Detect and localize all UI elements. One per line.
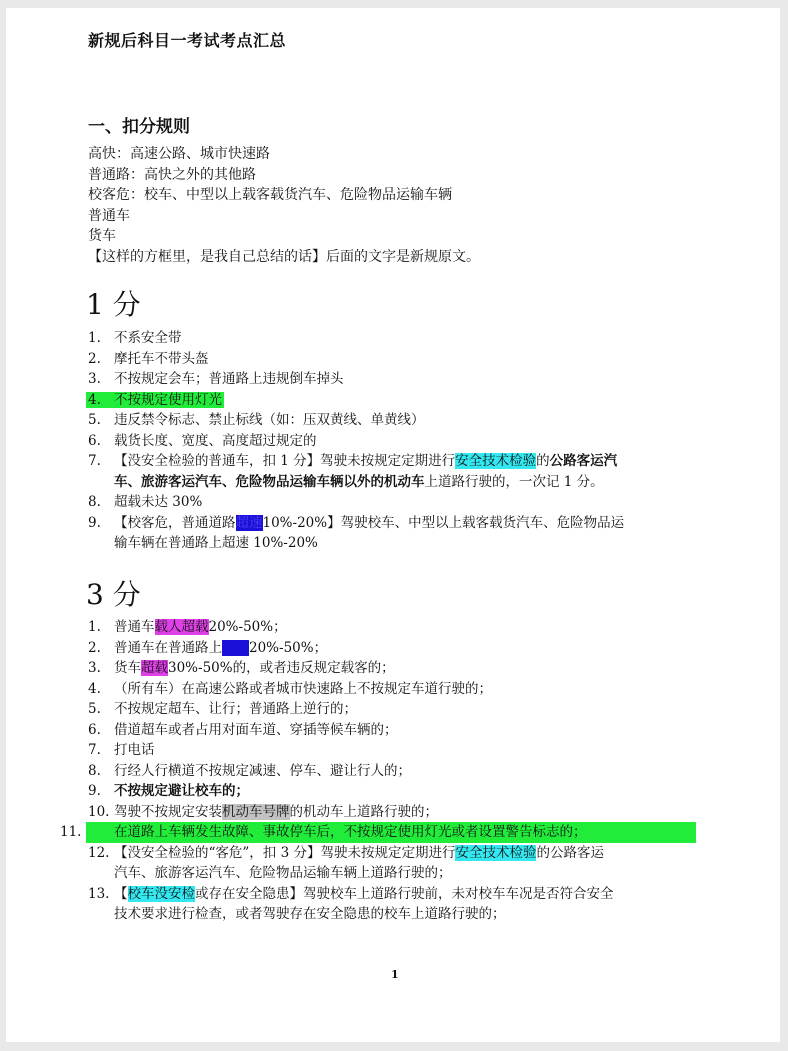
item-number: 9. xyxy=(88,514,101,531)
one-point-heading: 1 分 xyxy=(86,288,141,321)
item-number: 3. xyxy=(88,371,101,387)
item-number: 5. xyxy=(88,412,101,428)
item-text: 【没安全检验的普通车，扣 1 分】驾驶未按规定定期进行 xyxy=(114,453,456,469)
list-item xyxy=(86,658,714,679)
item-number: 5. xyxy=(88,701,101,717)
three-points-heading: 3 分 xyxy=(86,578,141,611)
item-text: 20%-50%； xyxy=(208,619,287,635)
intro-line: 高快：高速公路、城市快速路 xyxy=(88,146,270,162)
item-text: 【 xyxy=(114,885,128,902)
list-item xyxy=(86,720,714,741)
item-text: 【没安全检验的“客危”，扣 3 分】驾驶未按规定定期进行 xyxy=(114,844,456,861)
highlight-cyan: 安全技术检验 xyxy=(455,453,537,469)
item-highlight-green xyxy=(60,822,696,843)
item-number: 2. xyxy=(88,350,101,367)
item-text: 摩托车不带头盔 xyxy=(114,350,209,367)
item-number: 4. xyxy=(88,680,101,697)
item-text: 的机动车上道路行驶的； xyxy=(289,803,438,820)
highlight-cyan: 校车没安检 xyxy=(127,885,195,902)
item-text: 输车辆在普通路上超速 10%-20% xyxy=(114,535,318,551)
item-text: 超载未达 30% xyxy=(114,494,203,510)
list-item-highlighted xyxy=(60,822,714,843)
intro-line: 校客危：校车、中型以上载客载货汽车、危险物品运输车辆 xyxy=(88,187,452,203)
intro-line: 货车 xyxy=(88,228,116,244)
item-text: 的 xyxy=(536,453,550,469)
item-number: 11. xyxy=(60,824,82,840)
item-text: 打电话 xyxy=(114,742,155,758)
item-text: 的公路客运 xyxy=(536,844,604,861)
list-item xyxy=(86,431,714,452)
item-text: 不系安全带 xyxy=(114,330,182,346)
item-number: 3. xyxy=(88,660,101,676)
one-point-list xyxy=(86,328,714,554)
list-item xyxy=(86,492,714,513)
item-number: 12. xyxy=(88,844,110,861)
list-item xyxy=(86,781,714,802)
item-number: 2. xyxy=(88,639,101,656)
item-number: 4. xyxy=(88,391,101,408)
section-heading: 一、扣分规则 xyxy=(88,117,190,137)
item-text-bold: 公路客运汽 xyxy=(549,453,618,469)
item-number: 10. xyxy=(88,803,110,820)
three-points-list xyxy=(60,617,714,925)
item-number: 7. xyxy=(88,742,101,758)
list-item xyxy=(86,328,714,349)
item-text-bold: 车、旅游客运汽车、危险物品运输车辆以外的机动车 xyxy=(114,473,425,490)
list-item xyxy=(86,843,714,884)
list-item xyxy=(86,761,714,782)
item-text-bold: 不按规定避让校车的； xyxy=(114,783,249,799)
item-text: 不按规定会车；普通路上违规倒车掉头 xyxy=(114,371,344,387)
page-title: 新规后科目一考试考点汇总 xyxy=(88,31,287,50)
list-item xyxy=(86,638,714,659)
intro-definitions xyxy=(88,144,480,267)
highlight-gray: 机动车号牌 xyxy=(222,803,290,820)
item-text: 30%-50%的，或者违反规定载客的； xyxy=(168,660,395,676)
page-number: 1 xyxy=(391,968,399,981)
highlight-magenta: 载人超载 xyxy=(154,619,209,635)
item-number: 8. xyxy=(88,762,101,779)
item-text: 汽车、旅游客运汽车、危险物品运输车辆上道路行驶的； xyxy=(114,865,452,881)
item-text: 行经人行横道不按规定减速、停车、避让行人的； xyxy=(114,762,411,779)
highlight-cyan: 安全技术检验 xyxy=(455,844,537,861)
item-text: 技术要求进行检查，或者驾驶存在安全隐患的校车上道路行驶的； xyxy=(114,906,506,922)
item-text: 普通车在普通路上 xyxy=(114,639,222,656)
list-item xyxy=(86,513,714,554)
item-text: 驾驶不按规定安装 xyxy=(114,803,222,820)
item-text: 20%-50%； xyxy=(249,639,328,656)
list-item xyxy=(86,884,714,925)
list-item-highlighted xyxy=(86,390,714,411)
highlight-magenta: 超载 xyxy=(141,660,168,676)
list-item xyxy=(86,617,714,638)
highlight-blue: 超速 xyxy=(235,514,263,531)
item-number: 7. xyxy=(88,453,101,469)
list-item xyxy=(86,802,714,823)
list-item xyxy=(86,349,714,370)
item-text: 不按规定超车、让行；普通路上逆行的； xyxy=(114,701,357,717)
list-item xyxy=(86,369,714,390)
highlight-blue: 超速 xyxy=(222,639,249,656)
item-text: 【校客危，普通道路 xyxy=(114,514,236,531)
list-item xyxy=(86,679,714,700)
item-text: 载货长度、宽度、高度超过规定的 xyxy=(114,432,317,449)
item-text: 违反禁令标志、禁止标线（如：压双黄线、单黄线） xyxy=(114,412,425,428)
item-number: 6. xyxy=(88,721,101,738)
item-text: 或存在安全隐患】驾驶校车上道路行驶前，未对校车车况是否符合安全 xyxy=(195,885,614,902)
intro-line: 普通车 xyxy=(88,207,130,224)
item-text-highlighted: 在道路上车辆发生故障、事故停车后，不按规定使用灯光或者设置警告标志的； xyxy=(114,824,587,840)
item-number: 9. xyxy=(88,783,101,799)
item-text: 普通车 xyxy=(114,619,155,635)
list-item xyxy=(86,740,714,761)
item-text: 货车 xyxy=(114,660,141,676)
item-text: 10%-20%】驾驶校车、中型以上载客载货汽车、危险物品运 xyxy=(262,514,625,531)
item-text: （所有车）在高速公路或者城市快速路上不按规定车道行驶的； xyxy=(114,680,492,697)
item-number: 1. xyxy=(88,330,101,346)
intro-line: 【这样的方框里，是我自己总结的话】后面的文字是新规原文。 xyxy=(88,248,480,265)
item-text: 上道路行驶的，一次记 1 分。 xyxy=(424,473,604,490)
item-number: 13. xyxy=(88,885,110,902)
document-page xyxy=(6,8,780,1042)
item-text: 借道超车或者占用对面车道、穿插等候车辆的； xyxy=(114,721,398,738)
item-number: 6. xyxy=(88,432,101,449)
item-number: 1. xyxy=(88,619,101,635)
list-item xyxy=(86,699,714,720)
list-item xyxy=(86,410,714,431)
item-text-highlighted: 不按规定使用灯光 xyxy=(86,392,224,408)
intro-line: 普通路：高快之外的其他路 xyxy=(88,166,256,183)
list-item xyxy=(86,451,714,492)
item-number: 8. xyxy=(88,494,101,510)
